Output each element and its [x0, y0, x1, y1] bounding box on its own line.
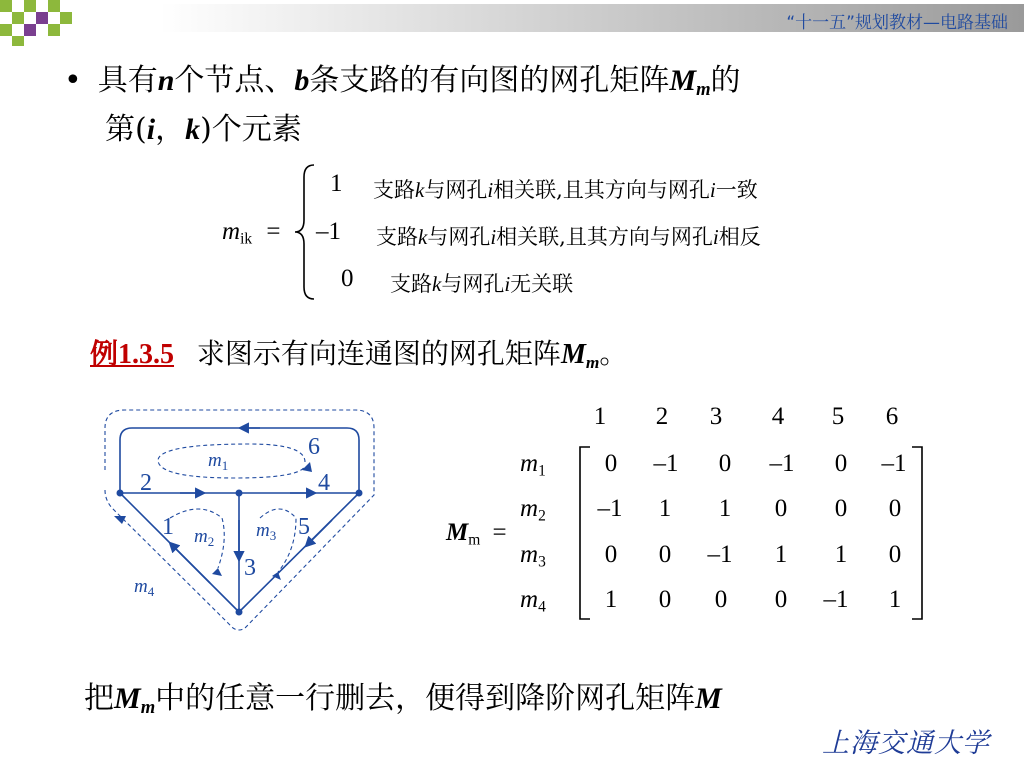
branch-label-1: 1: [162, 514, 174, 540]
branch-label-5: 5: [298, 514, 310, 540]
node: [236, 490, 243, 497]
matrix-cell: –1: [881, 450, 907, 477]
case-text: 一致: [715, 178, 758, 202]
mesh-m1-loop: [158, 444, 305, 478]
case-text: 与网孔: [441, 272, 505, 296]
var-i: i: [487, 178, 494, 202]
case-text: 无关联: [510, 272, 574, 296]
definition-lhs: [222, 218, 280, 249]
matrix-cell: 0: [774, 495, 788, 522]
example-label: 例1.3.5: [90, 339, 175, 370]
case-text: 相反: [718, 225, 761, 249]
sub-ik: ik: [240, 230, 253, 248]
header-title: “十一五”规划教材—电路基础: [786, 13, 1008, 33]
case-text: 与网孔: [427, 225, 491, 249]
case-text-1: [373, 174, 758, 204]
mesh-label-m3: $m_3$: [256, 520, 277, 543]
matrix-lhs: [446, 519, 507, 550]
case-text: 相关联,且其方向与网孔: [496, 225, 713, 249]
bottom-text: 把: [84, 681, 114, 716]
bottom-text: 中的任意一行删去，便得到降阶网孔矩阵: [155, 681, 696, 716]
matrix-cell: 0: [774, 586, 788, 613]
bullet-text: ，: [155, 112, 186, 147]
row-label-m1: m1: [520, 450, 546, 480]
directed-graph: [100, 400, 390, 640]
case-text: 支路: [373, 178, 415, 202]
node: [117, 490, 124, 497]
col-header-2: 2: [655, 403, 669, 430]
matrix-cell: 0: [658, 586, 672, 613]
case-text: 支路: [390, 272, 432, 296]
var-i: i: [504, 272, 511, 296]
case-value-3: 0: [341, 265, 354, 292]
case-text-2: [376, 221, 761, 251]
bullet-symbol: •: [64, 63, 82, 98]
var-b: b: [294, 64, 310, 97]
node: [236, 609, 243, 616]
bullet-text: 个节点、: [174, 63, 295, 98]
example-end: 。: [599, 337, 628, 370]
var-i: i: [712, 225, 719, 249]
matrix-cell: 1: [718, 495, 732, 522]
matrix-cell: 1: [658, 495, 672, 522]
matrix-cell: –1: [653, 450, 679, 477]
matrix-cell: 0: [834, 450, 848, 477]
matrix-cell: 1: [834, 541, 848, 568]
equals-sign: =: [492, 519, 507, 546]
matrix-cell: 1: [604, 586, 618, 613]
matrix-cell: –1: [823, 586, 849, 613]
matrix-cell: 0: [714, 586, 728, 613]
matrix-cell: –1: [769, 450, 795, 477]
branch-label-2: 2: [140, 470, 152, 496]
matrix-cell: 0: [718, 450, 732, 477]
bullet-text: 第(: [105, 112, 147, 147]
var-i: i: [709, 178, 716, 202]
case-text: 相关联,且其方向与网孔: [493, 178, 710, 202]
row-label-m2: m2: [520, 495, 546, 525]
col-header-3: 3: [709, 403, 723, 430]
col-header-4: 4: [771, 403, 785, 430]
mesh-label-m2: $m_2$: [194, 526, 215, 549]
var-M: M: [560, 339, 586, 370]
matrix-cell: –1: [597, 495, 623, 522]
sub-m: m: [696, 79, 711, 101]
bottom-line: [84, 673, 722, 719]
matrix-cell: 0: [834, 495, 848, 522]
sub-m: m: [468, 531, 481, 549]
matrix-cell: 0: [604, 541, 618, 568]
left-brace: [292, 162, 318, 302]
col-header-1: 1: [593, 403, 607, 430]
var-k: k: [185, 113, 201, 146]
matrix-cell: 0: [888, 541, 902, 568]
equals-sign: =: [266, 218, 281, 245]
case-value-1: 1: [330, 170, 343, 197]
col-header-6: 6: [885, 403, 899, 430]
var-M: M: [114, 682, 141, 715]
bullet-line-1: [64, 55, 741, 101]
var-M: M: [669, 64, 697, 97]
var-m: m: [222, 218, 241, 245]
mesh-label-m1: $m_1$: [208, 450, 229, 473]
var-k: k: [432, 272, 442, 296]
checker-decoration: [0, 0, 84, 46]
matrix-cell: 1: [888, 586, 902, 613]
case-value-2: –1: [316, 218, 341, 245]
case-text: 与网孔: [424, 178, 488, 202]
sub-m: m: [585, 352, 600, 372]
bullet-text: 具有: [97, 63, 158, 98]
bullet-line-2: [105, 104, 302, 148]
example-text: 求图示有向连通图的网孔矩阵: [196, 337, 561, 370]
matrix-cell: 1: [774, 541, 788, 568]
var-i: i: [490, 225, 497, 249]
bullet-text: )个元素: [200, 112, 302, 147]
case-text: 支路: [376, 225, 418, 249]
branch-label-3: 3: [244, 555, 256, 581]
var-i: i: [146, 113, 156, 146]
case-text-3: [390, 268, 573, 298]
matrix-cell: 0: [604, 450, 618, 477]
var-M: M: [446, 519, 469, 546]
matrix-left-bracket: [578, 446, 592, 620]
bullet-text: 条支路的有向图的网孔矩阵: [309, 63, 670, 98]
matrix-cell: –1: [707, 541, 733, 568]
branch-5: [239, 493, 359, 612]
sub-m: m: [140, 697, 156, 719]
col-header-5: 5: [831, 403, 845, 430]
var-M: M: [695, 682, 722, 715]
row-label-m3: m3: [520, 541, 546, 571]
matrix-right-bracket: [910, 446, 924, 620]
row-label-m4: m4: [520, 586, 546, 616]
matrix-cell: 0: [888, 495, 902, 522]
node: [356, 490, 363, 497]
bullet-text: 的: [710, 63, 741, 98]
branch-label-4: 4: [318, 470, 330, 496]
var-k: k: [418, 225, 428, 249]
matrix-cell: 0: [658, 541, 672, 568]
university-logo: 上海交通大学: [822, 728, 990, 759]
branch-label-6: 6: [308, 434, 320, 460]
mesh-label-m4: $m_4$: [134, 576, 155, 599]
example-line: [90, 332, 627, 373]
var-n: n: [157, 64, 175, 97]
var-k: k: [415, 178, 425, 202]
